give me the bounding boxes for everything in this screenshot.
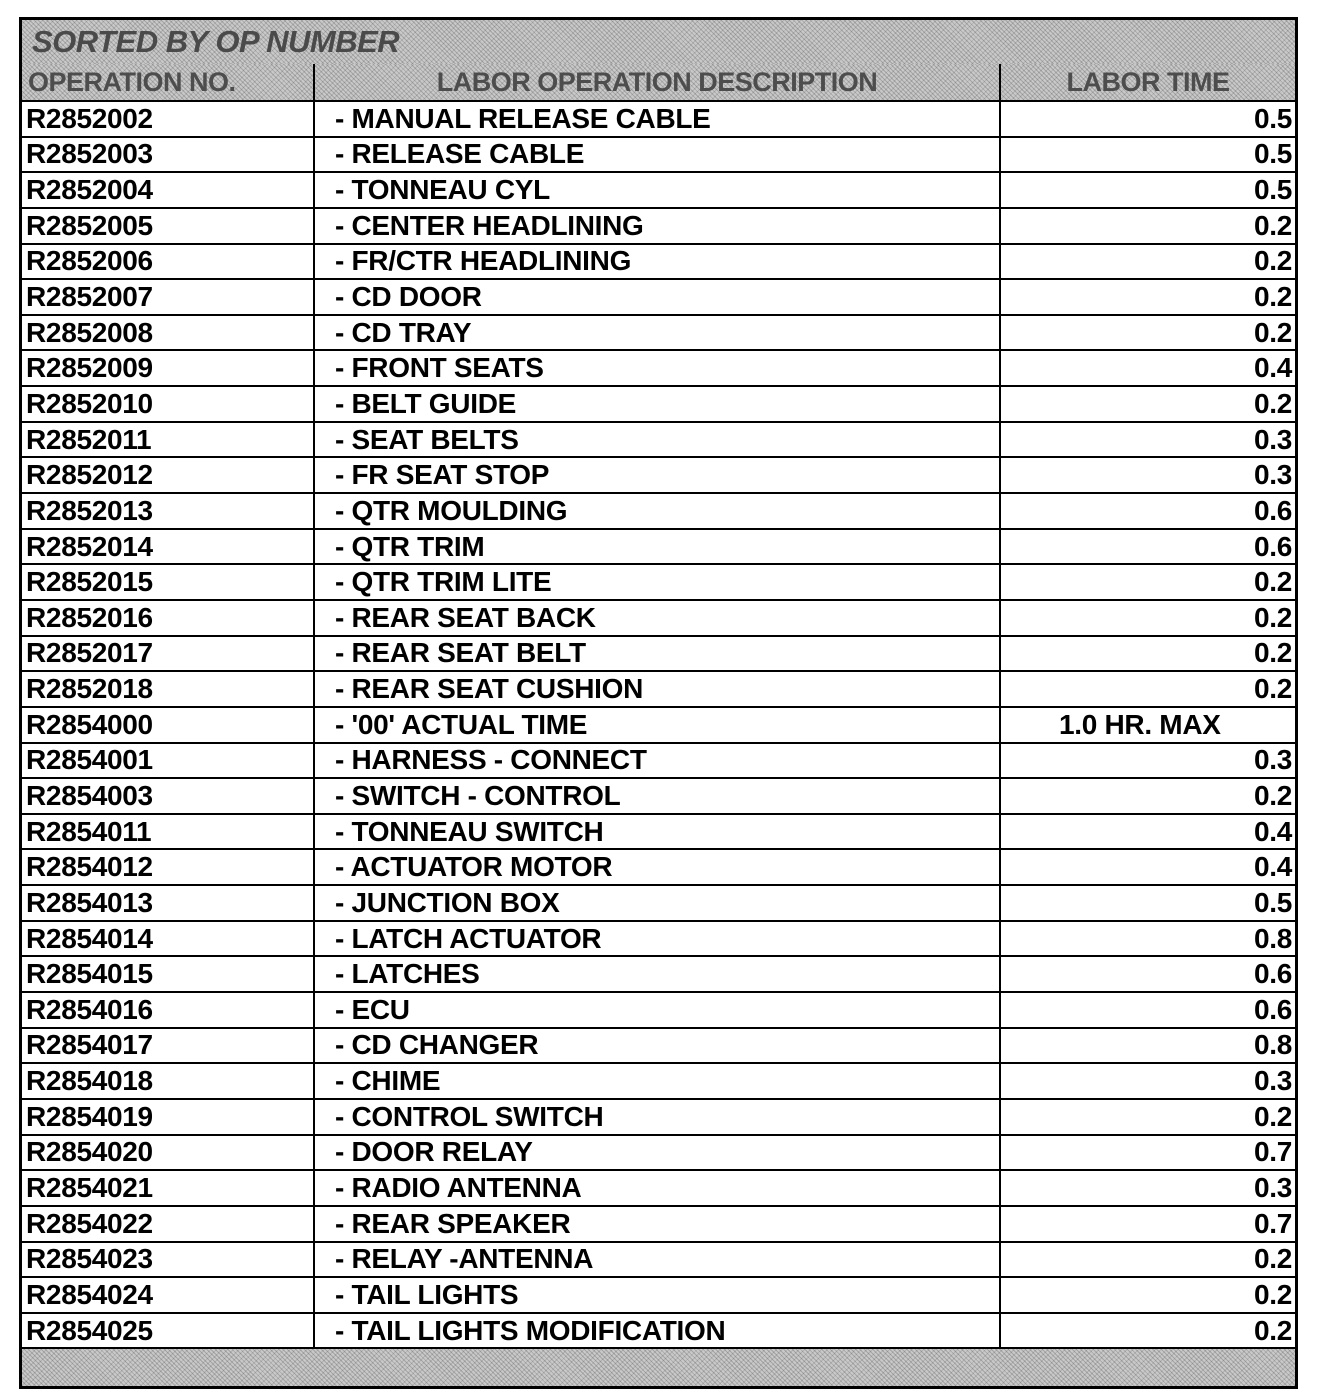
operation-number-cell: R2852005 bbox=[22, 209, 315, 243]
labor-time-cell: 0.5 bbox=[1253, 886, 1292, 918]
table-row bbox=[22, 708, 1295, 744]
labor-time-cell: 0.2 bbox=[1253, 1314, 1292, 1346]
table-row bbox=[22, 815, 1295, 851]
table-row bbox=[22, 922, 1295, 958]
description-cell: - TONNEAU SWITCH bbox=[315, 815, 1001, 849]
operation-number-cell: R2854022 bbox=[22, 1207, 315, 1241]
labor-time-cell: 0.6 bbox=[1253, 494, 1292, 526]
table-row bbox=[22, 1314, 1295, 1350]
operation-number-cell: R2854001 bbox=[22, 744, 315, 778]
operation-number-cell: R2854024 bbox=[22, 1278, 315, 1312]
labor-time-cell: 0.2 bbox=[1253, 209, 1292, 241]
description-cell: - TAIL LIGHTS MODIFICATION bbox=[315, 1314, 1001, 1348]
labor-time-cell: 0.5 bbox=[1253, 102, 1292, 134]
table-row bbox=[22, 601, 1295, 637]
table-row bbox=[22, 316, 1295, 352]
table-row bbox=[22, 957, 1295, 993]
description-cell: - TONNEAU CYL bbox=[315, 173, 1001, 207]
operation-number-cell: R2852009 bbox=[22, 351, 315, 385]
description-cell: - LATCH ACTUATOR bbox=[315, 922, 1001, 956]
table-row bbox=[22, 245, 1295, 281]
labor-time-cell: 0.4 bbox=[1253, 851, 1292, 883]
description-cell: - ECU bbox=[315, 993, 1001, 1027]
description-cell: - REAR SEAT BACK bbox=[315, 601, 1001, 635]
description-cell: - CD DOOR bbox=[315, 280, 1001, 314]
operation-number-cell: R2854019 bbox=[22, 1100, 315, 1134]
table-row bbox=[22, 779, 1295, 815]
labor-time-cell: 0.5 bbox=[1253, 138, 1292, 170]
operation-number-cell: R2854003 bbox=[22, 779, 315, 813]
labor-time-cell: 0.7 bbox=[1253, 1207, 1292, 1239]
table-body bbox=[22, 102, 1295, 1349]
description-cell: - FRONT SEATS bbox=[315, 351, 1001, 385]
description-cell: - CHIME bbox=[315, 1064, 1001, 1098]
table-row bbox=[22, 351, 1295, 387]
operation-number-cell: R2852014 bbox=[22, 530, 315, 564]
description-cell: - LATCHES bbox=[315, 957, 1001, 991]
description-cell: - REAR SPEAKER bbox=[315, 1207, 1001, 1241]
table-row bbox=[22, 1278, 1295, 1314]
operation-number-cell: R2852018 bbox=[22, 672, 315, 706]
labor-time-cell: 0.3 bbox=[1253, 459, 1292, 491]
table-row bbox=[22, 1100, 1295, 1136]
labor-time-cell: 0.8 bbox=[1253, 1029, 1292, 1061]
table-row bbox=[22, 530, 1295, 566]
table-row bbox=[22, 850, 1295, 886]
labor-time-cell: 0.2 bbox=[1253, 1100, 1292, 1132]
labor-time-cell: 0.2 bbox=[1253, 281, 1292, 313]
labor-time-cell: 0.7 bbox=[1253, 1136, 1292, 1168]
operation-number-cell: R2854012 bbox=[22, 850, 315, 884]
description-cell: - QTR TRIM bbox=[315, 530, 1001, 564]
description-cell: - CD TRAY bbox=[315, 316, 1001, 350]
column-header-labor-time: LABOR TIME bbox=[1066, 66, 1230, 97]
operation-number-cell: R2854020 bbox=[22, 1136, 315, 1170]
description-cell: - QTR TRIM LITE bbox=[315, 565, 1001, 599]
table-row bbox=[22, 744, 1295, 780]
table-row bbox=[22, 637, 1295, 673]
operation-number-cell: R2854015 bbox=[22, 957, 315, 991]
operation-number-cell: R2854013 bbox=[22, 886, 315, 920]
description-cell: - RELAY -ANTENNA bbox=[315, 1243, 1001, 1277]
table-row bbox=[22, 209, 1295, 245]
labor-time-cell: 0.6 bbox=[1253, 530, 1292, 562]
footer-bar bbox=[22, 1349, 1295, 1386]
labor-time-cell: 0.2 bbox=[1253, 1278, 1292, 1310]
labor-time-cell: 0.5 bbox=[1253, 174, 1292, 206]
labor-time-cell: 0.2 bbox=[1253, 387, 1292, 419]
table-row bbox=[22, 1171, 1295, 1207]
description-cell: - CONTROL SWITCH bbox=[315, 1100, 1001, 1134]
labor-time-cell: 0.4 bbox=[1253, 815, 1292, 847]
table-row bbox=[22, 387, 1295, 423]
operation-number-cell: R2854018 bbox=[22, 1064, 315, 1098]
table-row bbox=[22, 1207, 1295, 1243]
operation-number-cell: R2852006 bbox=[22, 245, 315, 279]
table-row bbox=[22, 886, 1295, 922]
operation-number-cell: R2852007 bbox=[22, 280, 315, 314]
labor-time-cell: 0.6 bbox=[1253, 958, 1292, 990]
operation-number-cell: R2852004 bbox=[22, 173, 315, 207]
labor-time-cell: 0.2 bbox=[1253, 1243, 1292, 1275]
description-cell: - SWITCH - CONTROL bbox=[315, 779, 1001, 813]
operation-number-cell: R2852008 bbox=[22, 316, 315, 350]
operation-number-cell: R2854011 bbox=[22, 815, 315, 849]
operation-number-cell: R2852012 bbox=[22, 458, 315, 492]
labor-time-cell: 1.0 HR. MAX bbox=[1059, 708, 1221, 740]
description-cell: - '00' ACTUAL TIME bbox=[315, 708, 1001, 742]
description-cell: - DOOR RELAY bbox=[315, 1136, 1001, 1170]
labor-time-cell: 0.2 bbox=[1253, 316, 1292, 348]
description-cell: - BELT GUIDE bbox=[315, 387, 1001, 421]
operation-number-cell: R2852010 bbox=[22, 387, 315, 421]
labor-time-cell: 0.3 bbox=[1253, 744, 1292, 776]
labor-time-cell: 0.2 bbox=[1253, 566, 1292, 598]
table-row bbox=[22, 1064, 1295, 1100]
table-row bbox=[22, 672, 1295, 708]
description-cell: - CD CHANGER bbox=[315, 1029, 1001, 1063]
table-row bbox=[22, 102, 1295, 138]
description-cell: - QTR MOULDING bbox=[315, 494, 1001, 528]
table-row bbox=[22, 458, 1295, 494]
labor-time-cell: 0.3 bbox=[1253, 423, 1292, 455]
table-row bbox=[22, 993, 1295, 1029]
table-row bbox=[22, 1029, 1295, 1065]
operation-number-cell: R2852002 bbox=[22, 102, 315, 136]
operation-number-cell: R2854000 bbox=[22, 708, 315, 742]
table-row bbox=[22, 138, 1295, 174]
table-row bbox=[22, 565, 1295, 601]
operation-number-cell: R2852016 bbox=[22, 601, 315, 635]
operation-number-cell: R2852013 bbox=[22, 494, 315, 528]
table-row bbox=[22, 494, 1295, 530]
labor-time-cell: 0.4 bbox=[1253, 352, 1292, 384]
labor-operations-table bbox=[19, 17, 1298, 1389]
table-row bbox=[22, 423, 1295, 459]
labor-time-cell: 0.2 bbox=[1253, 779, 1292, 811]
labor-time-cell: 0.2 bbox=[1253, 673, 1292, 705]
operation-number-cell: R2854025 bbox=[22, 1314, 315, 1348]
labor-time-cell: 0.3 bbox=[1253, 1065, 1292, 1097]
labor-time-cell: 0.6 bbox=[1253, 993, 1292, 1025]
description-cell: - HARNESS - CONNECT bbox=[315, 744, 1001, 778]
table-row bbox=[22, 1136, 1295, 1172]
description-cell: - TAIL LIGHTS bbox=[315, 1278, 1001, 1312]
description-cell: - FR SEAT STOP bbox=[315, 458, 1001, 492]
description-cell: - RELEASE CABLE bbox=[315, 138, 1001, 172]
labor-time-cell: 0.2 bbox=[1253, 637, 1292, 669]
operation-number-cell: R2852015 bbox=[22, 565, 315, 599]
operation-number-cell: R2852003 bbox=[22, 138, 315, 172]
description-cell: - REAR SEAT CUSHION bbox=[315, 672, 1001, 706]
description-cell: - FR/CTR HEADLINING bbox=[315, 245, 1001, 279]
operation-number-cell: R2852017 bbox=[22, 637, 315, 671]
description-cell: - ACTUATOR MOTOR bbox=[315, 850, 1001, 884]
operation-number-cell: R2854023 bbox=[22, 1243, 315, 1277]
header-row bbox=[22, 64, 1295, 102]
operation-number-cell: R2852011 bbox=[22, 423, 315, 457]
labor-time-cell: 0.2 bbox=[1253, 601, 1292, 633]
description-cell: - SEAT BELTS bbox=[315, 423, 1001, 457]
description-cell: - REAR SEAT BELT bbox=[315, 637, 1001, 671]
table-row bbox=[22, 1243, 1295, 1279]
table-row bbox=[22, 173, 1295, 209]
operation-number-cell: R2854016 bbox=[22, 993, 315, 1027]
description-cell: - CENTER HEADLINING bbox=[315, 209, 1001, 243]
title-bar bbox=[22, 20, 1295, 64]
labor-time-cell: 0.8 bbox=[1253, 922, 1292, 954]
operation-number-cell: R2854021 bbox=[22, 1171, 315, 1205]
description-cell: - RADIO ANTENNA bbox=[315, 1171, 1001, 1205]
labor-time-cell: 0.2 bbox=[1253, 245, 1292, 277]
column-header-description: LABOR OPERATION DESCRIPTION bbox=[315, 64, 1001, 100]
description-cell: - JUNCTION BOX bbox=[315, 886, 1001, 920]
description-cell: - MANUAL RELEASE CABLE bbox=[315, 102, 1001, 136]
column-header-operation-no: OPERATION NO. bbox=[22, 64, 315, 100]
table-row bbox=[22, 280, 1295, 316]
table-title: SORTED BY OP NUMBER bbox=[32, 24, 400, 59]
operation-number-cell: R2854014 bbox=[22, 922, 315, 956]
labor-time-cell: 0.3 bbox=[1253, 1172, 1292, 1204]
operation-number-cell: R2854017 bbox=[22, 1029, 315, 1063]
